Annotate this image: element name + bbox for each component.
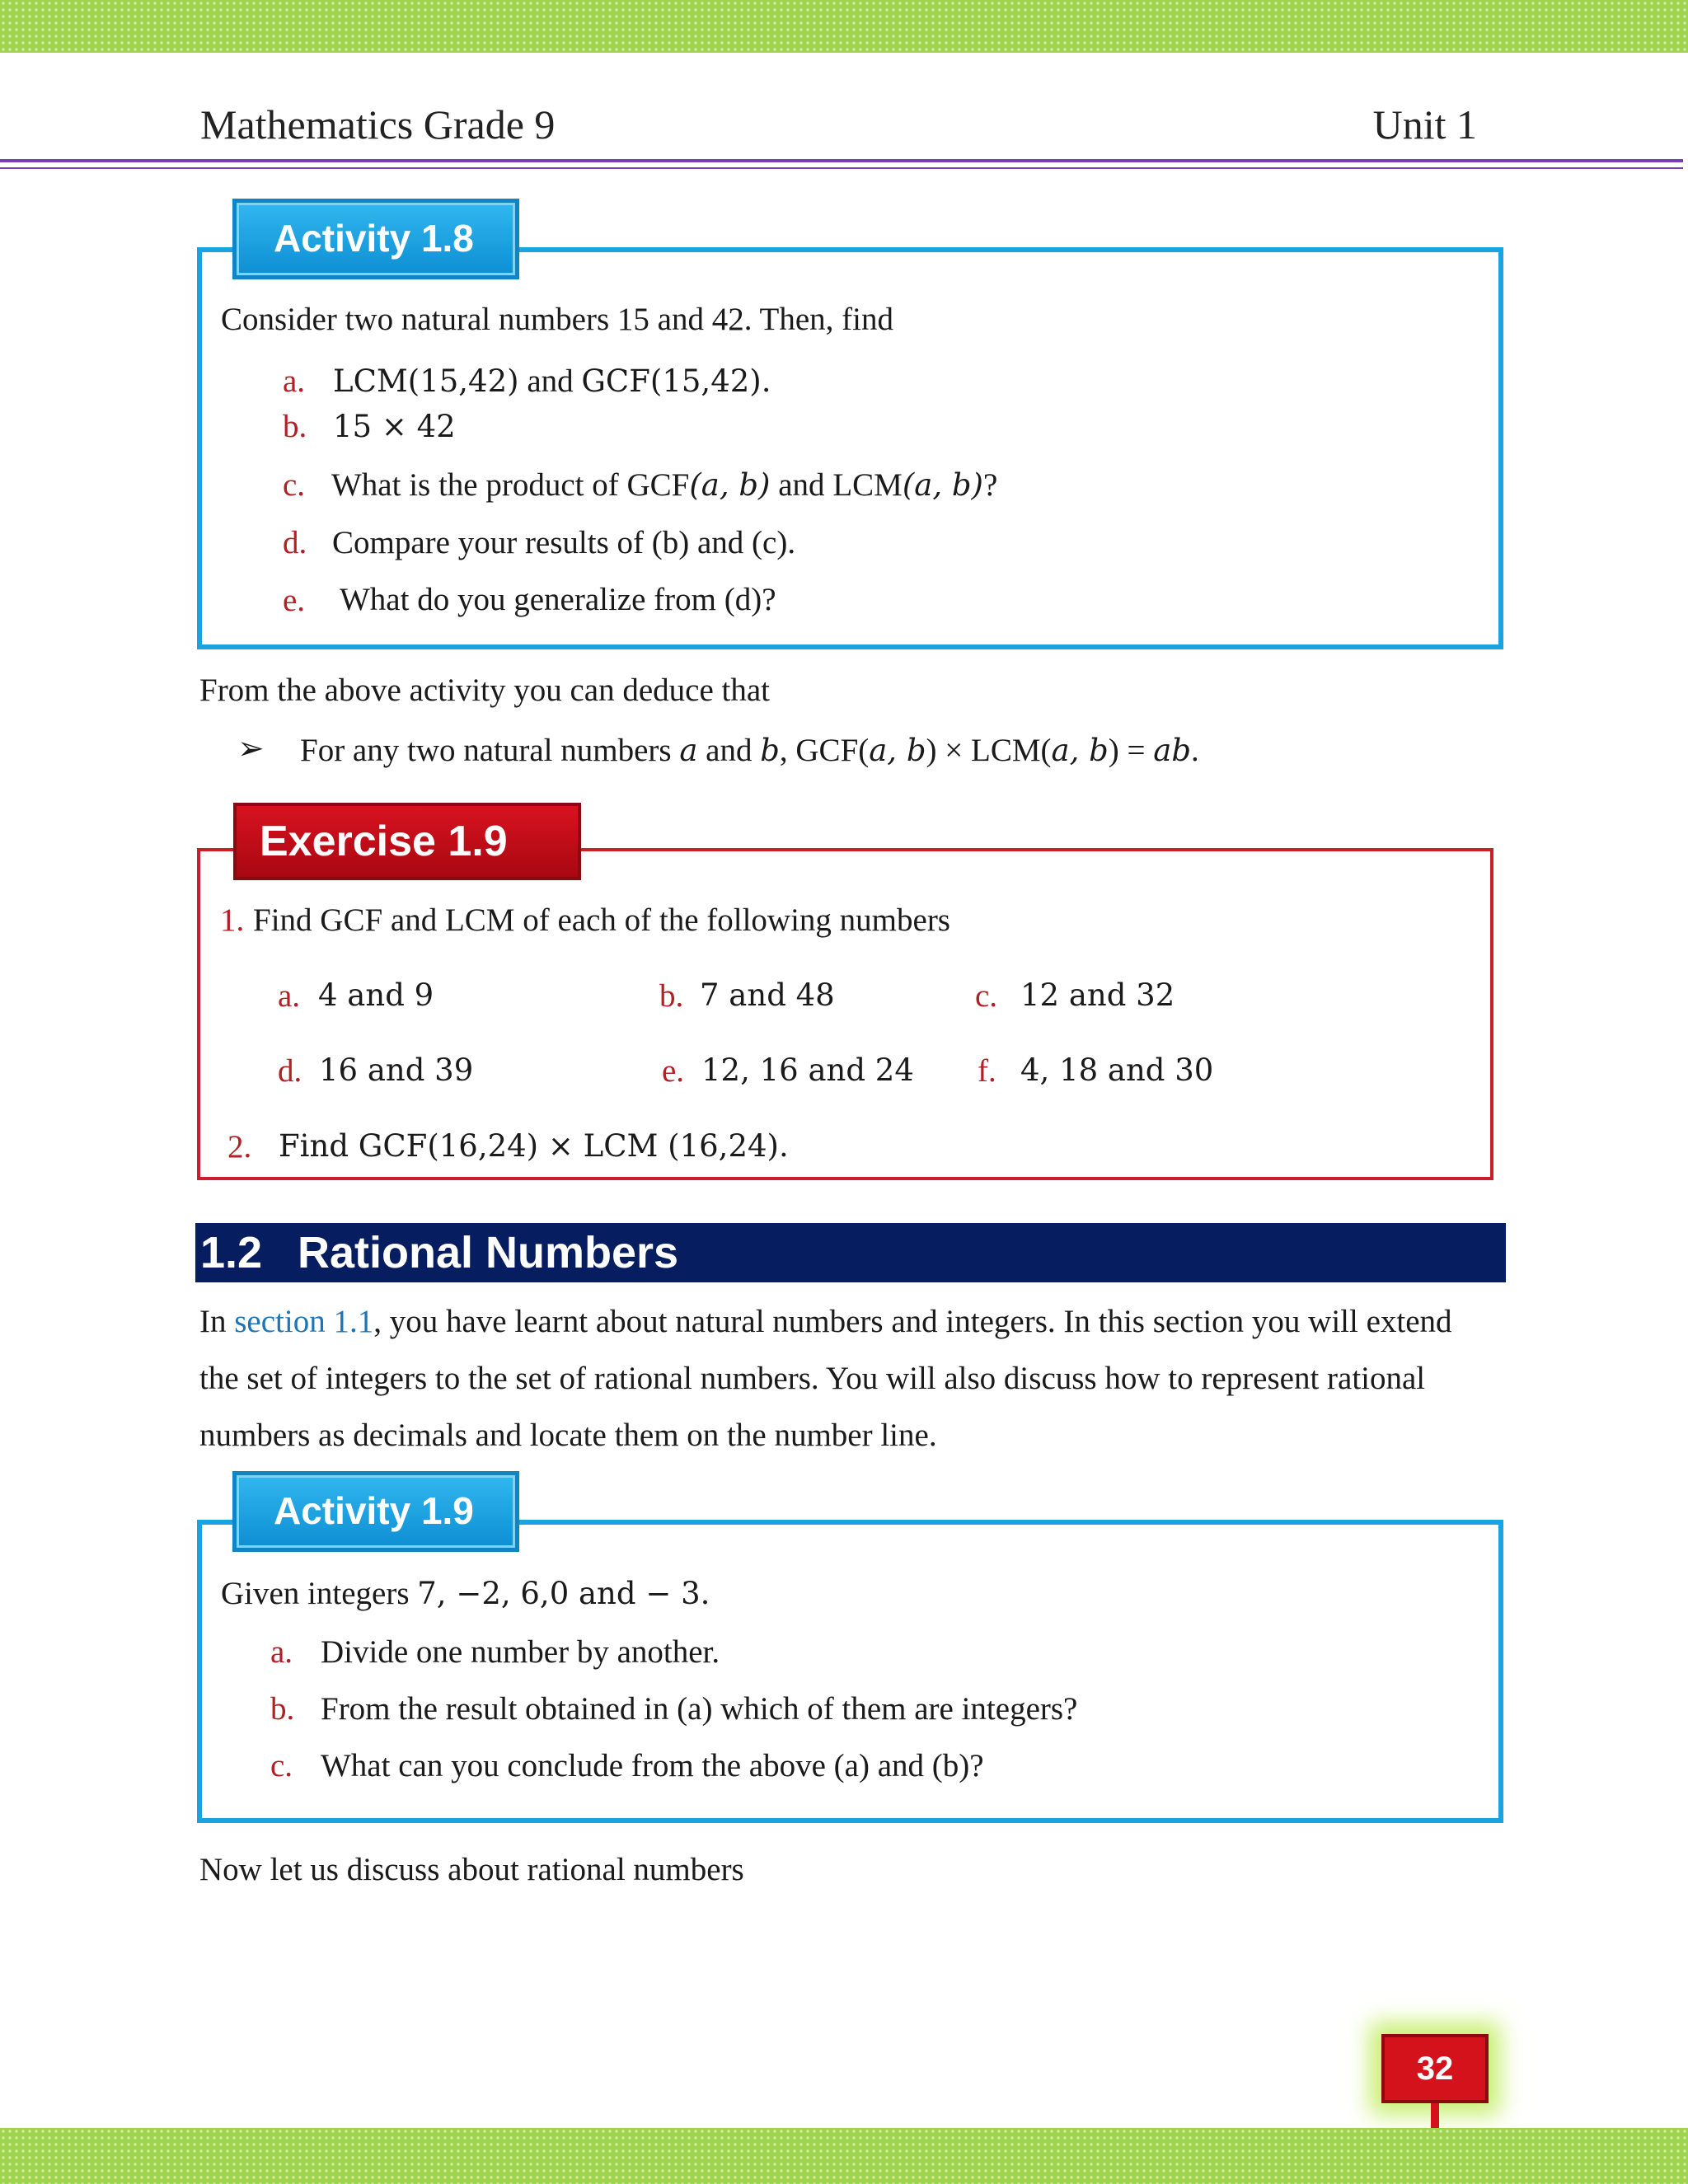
activity-1-8-item-e: What do you generalize from (d)? bbox=[340, 582, 776, 617]
top-decorative-band bbox=[0, 0, 1688, 53]
item-label: c. bbox=[270, 1748, 293, 1783]
item-label: b. bbox=[270, 1691, 295, 1727]
section-title: Rational Numbers bbox=[298, 1228, 679, 1277]
item-label: d. bbox=[283, 525, 307, 560]
item-label: b. bbox=[283, 409, 307, 444]
activity-1-9-item-b: From the result obtained in (a) which of them are integers? bbox=[321, 1691, 1078, 1727]
activity-1-8-item-d: Compare your results of (b) and (c). bbox=[332, 525, 796, 560]
activity-1-9-tab: Activity 1.9 bbox=[232, 1471, 519, 1552]
section-number: 1.2 bbox=[200, 1228, 263, 1277]
exercise-item-c: 12 and 32 bbox=[1020, 977, 1175, 1013]
page-number: 32 bbox=[1381, 2034, 1489, 2103]
gcf-lcm-rule: For any two natural numbers a and b, GCF(a, b) × LCM(a, b) = ab. bbox=[300, 733, 1199, 768]
question-number: 2. bbox=[227, 1129, 252, 1165]
exercise-item-b: 7 and 48 bbox=[700, 977, 835, 1013]
exercise-item-e: 12, 16 and 24 bbox=[701, 1052, 914, 1088]
item-label: a. bbox=[278, 978, 301, 1014]
header-unit: Unit 1 bbox=[1372, 101, 1477, 148]
item-label: c. bbox=[283, 467, 306, 503]
header-rule-thin bbox=[0, 167, 1683, 169]
activity-1-9-intro: Given integers 7, −2, 6,0 and − 3. bbox=[221, 1576, 710, 1611]
item-label: e. bbox=[662, 1053, 685, 1089]
activity-1-8-item-b: 15 × 42 bbox=[333, 409, 456, 444]
deduce-text: From the above activity you can deduce that bbox=[199, 673, 771, 708]
exercise-q2-text: Find GCF(16,24) × LCM (16,24). bbox=[279, 1128, 789, 1164]
bullet-arrow-icon: ➢ bbox=[237, 731, 265, 766]
exercise-item-f: 4, 18 and 30 bbox=[1020, 1052, 1214, 1088]
activity-1-9-item-c: What can you conclude from the above (a) and (b)? bbox=[321, 1748, 984, 1783]
item-label: d. bbox=[278, 1053, 302, 1089]
item-label: a. bbox=[283, 363, 306, 399]
exercise-1-9-tab: Exercise 1.9 bbox=[233, 803, 581, 880]
header-title: Mathematics Grade 9 bbox=[200, 101, 556, 148]
item-label: a. bbox=[270, 1634, 293, 1670]
question-number: 1. bbox=[220, 902, 245, 938]
section-paragraph-line-1: In section 1.1, you have learnt about natural numbers and integers. In this section you will extend bbox=[199, 1304, 1452, 1339]
header-rule bbox=[0, 159, 1683, 162]
activity-1-9-item-a: Divide one number by another. bbox=[321, 1634, 720, 1670]
activity-1-8-item-c: What is the product of GCF(a, b) and LCM(a, b)? bbox=[331, 467, 998, 503]
item-label: f. bbox=[978, 1053, 996, 1089]
activity-1-8-tab: Activity 1.8 bbox=[232, 199, 519, 279]
closing-text: Now let us discuss about rational numbers bbox=[199, 1852, 744, 1887]
activity-1-8-intro: Consider two natural numbers 15 and 42. Then, find bbox=[221, 302, 893, 337]
section-heading bbox=[195, 1223, 1506, 1282]
activity-1-8-item-a: LCM(15,42) and GCF(15,42). bbox=[333, 363, 771, 399]
exercise-item-d: 16 and 39 bbox=[319, 1052, 474, 1088]
section-1-1-link[interactable]: section 1.1 bbox=[234, 1304, 374, 1339]
exercise-q1-text: Find GCF and LCM of each of the following numbers bbox=[253, 902, 950, 938]
section-paragraph-line-2: the set of integers to the set of rational numbers. You will also discuss how to represent rational bbox=[199, 1361, 1426, 1396]
exercise-item-a: 4 and 9 bbox=[318, 977, 434, 1013]
item-label: b. bbox=[659, 978, 684, 1014]
item-label: c. bbox=[975, 978, 998, 1014]
bottom-decorative-band bbox=[0, 2128, 1688, 2184]
item-label: e. bbox=[283, 583, 306, 618]
section-paragraph-line-3: numbers as decimals and locate them on the number line. bbox=[199, 1418, 937, 1453]
